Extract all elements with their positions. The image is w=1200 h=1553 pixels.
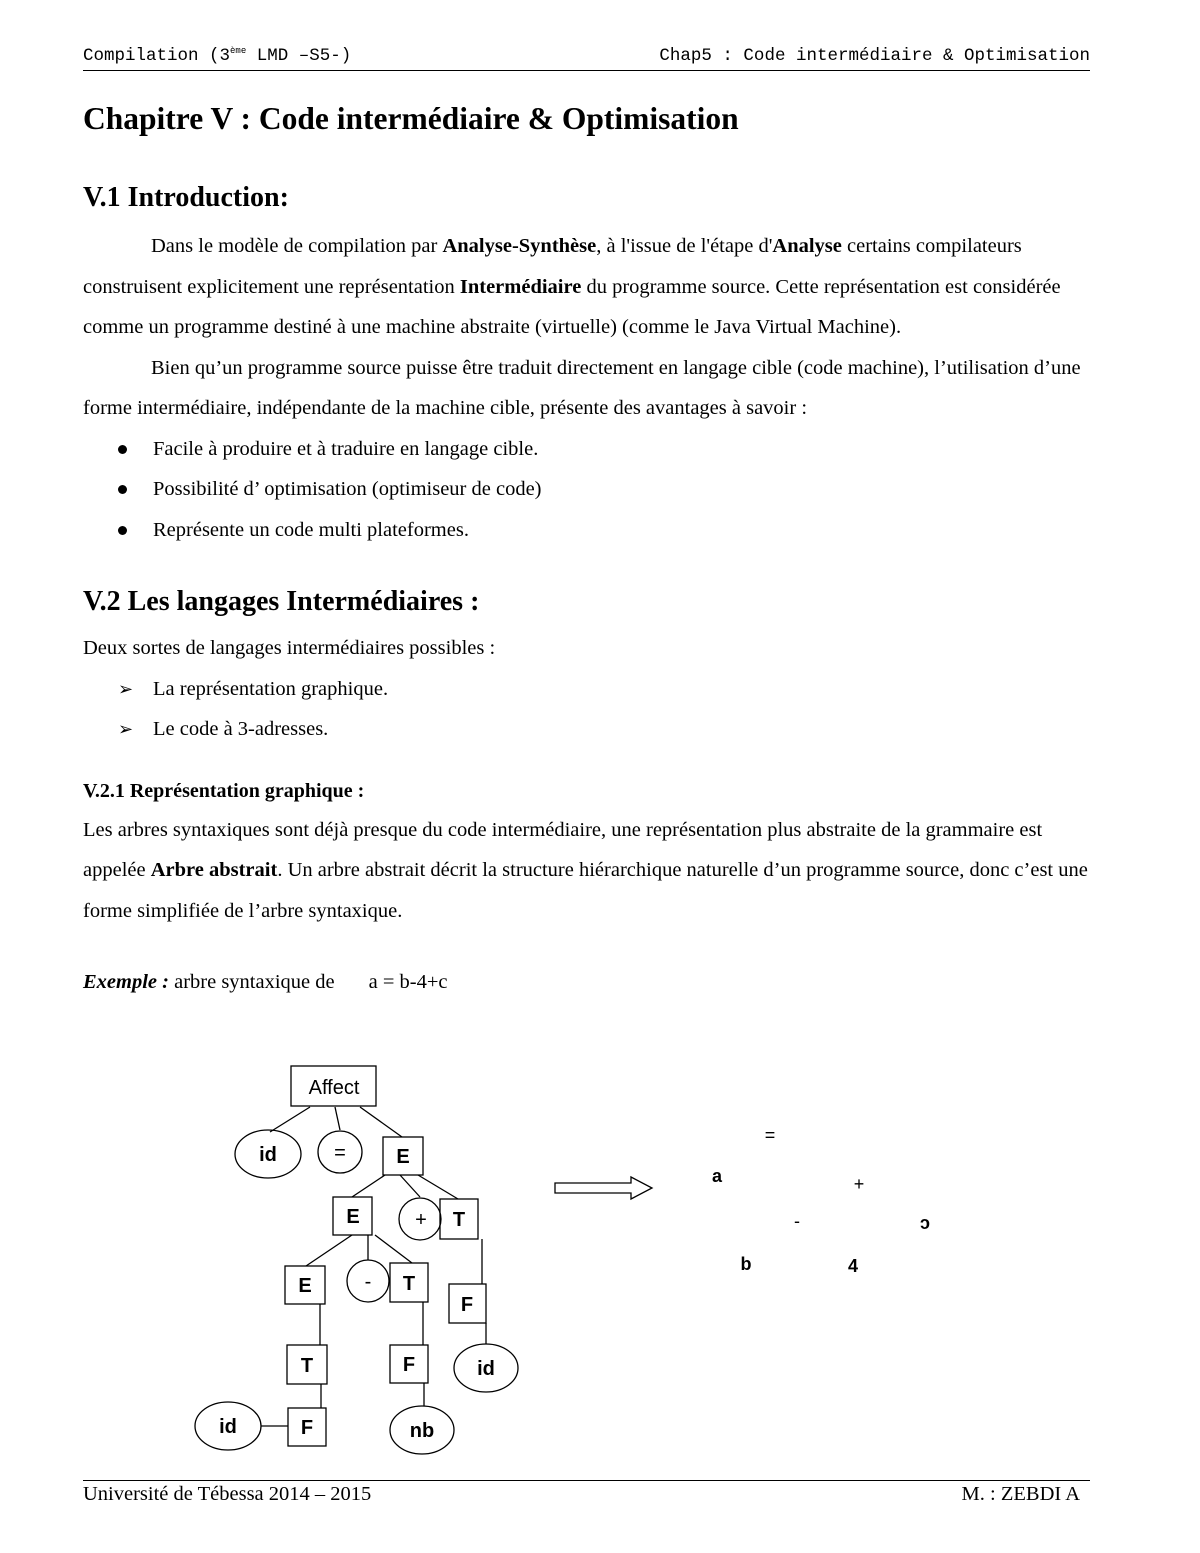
abstract-node-4: 4 (847, 1256, 859, 1276)
list-item: ➢ Le code à 3-adresses. (83, 709, 1090, 750)
node-id: id (259, 1144, 277, 1166)
node-id: id (477, 1358, 495, 1380)
node-minus: - (364, 1271, 372, 1293)
node-t: T (402, 1273, 416, 1295)
arrow-bullet-icon: ➢ (118, 719, 134, 739)
list-item: Représente un code multi plateformes. (83, 510, 1090, 551)
subsection-heading: V.2.1 Représentation graphique : (83, 779, 365, 802)
node-e: E (298, 1275, 312, 1297)
node-affect: Affect (308, 1077, 360, 1099)
arrow-bullet-icon: ➢ (118, 678, 134, 699)
section-1-heading: V.1 Introduction: (83, 182, 289, 213)
footer-right: M. : ZEBDI A (961, 1483, 1080, 1505)
footer-left: Université de Tébessa 2014 – 2015 (83, 1483, 372, 1505)
node-nb: nb (409, 1420, 435, 1442)
node-t: T (300, 1355, 314, 1377)
node-f: F (300, 1417, 314, 1439)
node-plus: + (415, 1209, 427, 1231)
abstract-node-plus: + (853, 1174, 865, 1194)
node-id: id (219, 1416, 237, 1438)
example-expression: a = b-4+c (368, 971, 448, 993)
page-footer (83, 1480, 1090, 1505)
abstract-node-equals: = (764, 1125, 776, 1145)
abstract-node-minus: - (794, 1211, 800, 1231)
abstract-node-b: b (740, 1254, 752, 1274)
subsection-paragraph: Les arbres syntaxiques sont déjà presque du code intermédiaire, une représentation plus abstraite de la grammaire est appelée Arbre abstrait. Un arbre abstrait décrit la structure hiérarchique naturelle d’un programme source, donc c’est une forme simplifiée de l’arbre syntaxique. (83, 818, 1088, 922)
abstract-node-c: c (919, 1215, 931, 1235)
node-f: F (460, 1294, 474, 1316)
node-equals: = (334, 1142, 346, 1164)
list-item: ➢ La représentation graphique. (83, 669, 1090, 710)
section-2-heading: V.2 Les langages Intermédiaires : (83, 586, 480, 617)
header-left: Compilation (3ème LMD –S5-) (83, 46, 352, 66)
intro-paragraph-1: Dans le modèle de compilation par Analyse-Synthèse, à l'issue de l'étape d'Analyse certains compilateurs construisent explicitement une représentation Intermédiaire du programme source. Cette représentation est considérée comme un programme destiné à une machine abstraite (virtuelle) (comme le Java Virtual Machine). (83, 235, 1061, 338)
example-line: Exemple : arbre syntaxique de a = b-4+c (83, 971, 448, 993)
list-item: Facile à produire et à traduire en langage cible. (83, 429, 1090, 470)
chapter-title: Chapitre V : Code intermédiaire & Optimisation (83, 101, 739, 136)
node-e: E (396, 1146, 410, 1168)
node-f: F (402, 1354, 416, 1376)
list-item: Possibilité d’ optimisation (optimiseur de code) (83, 469, 1090, 510)
abstract-node-a: a (711, 1166, 723, 1186)
example-label: Exemple : (83, 971, 169, 993)
node-t: T (452, 1209, 466, 1231)
node-e: E (346, 1206, 360, 1228)
intro-paragraph-2: Bien qu’un programme source puisse être traduit directement en langage cible (code machine), l’utilisation d’une forme intermédiaire, indépendante de la machine cible, présente des avantages à savoir : (83, 356, 1081, 419)
section-2-intro: Deux sortes de langages intermédiaires possibles : (83, 637, 496, 659)
header-right: Chap5 : Code intermédiaire & Optimisation (659, 46, 1090, 66)
